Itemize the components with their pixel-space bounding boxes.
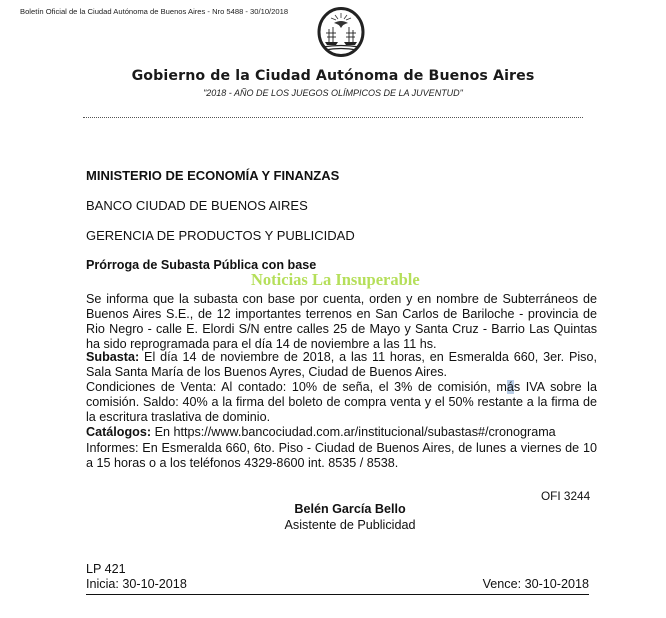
bulletin-header-line: Boletín Oficial de la Ciudad Autónoma de Buenos Aires - Nro 5488 - 30/10/2018 — [20, 7, 289, 16]
header-divider — [83, 117, 583, 118]
catalog-label: Catálogos: — [86, 425, 152, 440]
information-paragraph: Informes: En Esmeralda 660, 6to. Piso - Ciudad de Buenos Aires, de lunes a viernes de 10 a 15 horas o a los teléfonos 4329-8600 int. 8535 / 8538. — [86, 440, 597, 470]
signatory-role: Asistente de Publicidad — [284, 518, 416, 532]
catalog-url[interactable]: En https://www.bancociudad.com.ar/institucional/subastas#/cronograma — [151, 425, 556, 440]
text-selection-highlight: á — [506, 380, 514, 395]
auction-text: El día 14 de noviembre de 2018, a las 11 horas, en Esmeralda 660, 3er. Piso, Sala Santa María de los Buenos Ayres, Ciudad de Buenos Aires. — [86, 350, 597, 380]
catalog-paragraph — [86, 425, 597, 440]
notice-details — [86, 350, 597, 471]
ministry-heading: MINISTERIO DE ECONOMÍA Y FINANZAS — [86, 168, 340, 183]
notice-intro-paragraph: Se informa que la subasta con base por cuenta, orden y en nombre de Subterráneos de Buenos Aires S.E., de 12 importantes terrenos en San Carlos de Bariloche - provincia de Rio Negro - calle E. Elordi S/N entre calles 25 de Mayo y Santa Cruz - Barrio Las Quintas ha sido reprogramada para el día 14 de noviembre a las 11 hs. — [86, 292, 597, 352]
government-title: Gobierno de la Ciudad Autónoma de Buenos Aires — [131, 68, 535, 84]
signatory-name: Belén García Bello — [294, 502, 406, 516]
sale-conditions-text-b: s IVA sobre la comisión. Saldo: 40% a la firma del boleto de compra venta y el 50% restante a la firma de la escritura traslativa de dominio. — [86, 380, 597, 425]
notice-subject: Prórroga de Subasta Pública con base — [86, 258, 317, 272]
city-seal-icon — [316, 7, 366, 57]
auction-label: Subasta: — [86, 350, 140, 364]
sale-conditions-text-a: Condiciones de Venta: Al contado: 10% de seña, el 3% de comisión, m — [86, 380, 507, 395]
watermark-text: Noticias La Insuperable — [251, 270, 420, 289]
government-motto: "2018 - AÑO DE LOS JUEGOS OLÍMPICOS DE LA JUVENTUD" — [203, 88, 463, 98]
sale-conditions-paragraph — [86, 380, 597, 425]
city-seal-logo — [316, 7, 366, 57]
department-heading: GERENCIA DE PRODUCTOS Y PUBLICIDAD — [86, 228, 355, 243]
lp-number: LP 421 — [86, 562, 126, 576]
bank-heading: BANCO CIUDAD DE BUENOS AIRES — [86, 198, 308, 213]
auction-paragraph — [86, 350, 597, 380]
start-date: Inicia: 30-10-2018 — [86, 577, 187, 591]
footer-divider — [86, 594, 589, 595]
expiry-date: Vence: 30-10-2018 — [482, 577, 589, 591]
office-reference: OFI 3244 — [541, 489, 591, 503]
